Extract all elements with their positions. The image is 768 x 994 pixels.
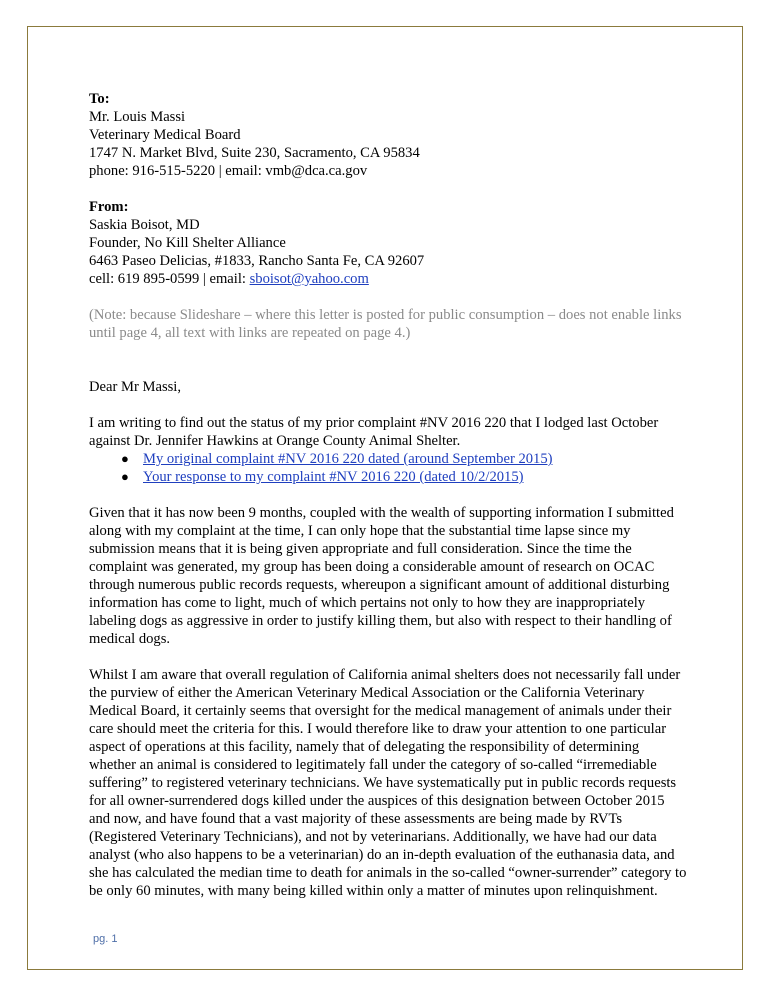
slideshare-note: (Note: because Slideshare – where this letter is posted for public consumption – does not enable links until page 4, all text with links are repeated on page 4.) bbox=[89, 307, 682, 341]
from-contact bbox=[89, 270, 689, 288]
from-block bbox=[89, 198, 689, 288]
from-contact-prefix: cell: 619 895-0599 | email: bbox=[89, 271, 250, 287]
from-name: Saskia Boisot, MD bbox=[89, 217, 200, 233]
to-contact: phone: 916-515-5220 | email: vmb@dca.ca.gov bbox=[89, 163, 368, 179]
to-block bbox=[89, 90, 689, 180]
bullet-icon: ● bbox=[121, 451, 129, 466]
to-org: Veterinary Medical Board bbox=[89, 127, 241, 143]
paragraph-1: I am writing to find out the status of my prior complaint #NV 2016 220 that I lodged last October against Dr. Jennifer Hawkins at Orange County Animal Shelter. bbox=[89, 415, 659, 449]
to-address: 1747 N. Market Blvd, Suite 230, Sacramento, CA 95834 bbox=[89, 145, 420, 161]
original-complaint-link[interactable]: My original complaint #NV 2016 220 dated (around September 2015) bbox=[143, 451, 553, 467]
paragraph-2: Given that it has now been 9 months, coupled with the wealth of supporting information I submitted along with my complaint at the time, I can only hope that the substantial time lapse since my submission means that it is being given appropriate and full consideration. Since the time the complaint was generated, my group has been doing a considerable amount of research on OCAC through numerous public records requests, whereupon a significant amount of additional disturbing information has come to light, much of which pertains not only to how they are inappropriately labeling dogs as aggressive in order to justify killing them, but also with respect to their handling of medical dogs. bbox=[89, 505, 674, 647]
salutation: Dear Mr Massi, bbox=[89, 379, 182, 395]
to-name: Mr. Louis Massi bbox=[89, 109, 186, 125]
from-address: 6463 Paseo Delicias, #1833, Rancho Santa Fe, CA 92607 bbox=[89, 253, 425, 269]
paragraph-3: Whilst I am aware that overall regulation of California animal shelters does not necessarily fall under the purview of either the American Veterinary Medical Association or the California Veterinary Medical Board, it certainly seems that oversight for the medical management of animals under their care should meet the criteria for this. I would therefore like to draw your attention to one particular aspect of operations at this facility, namely that of delegating the responsibility of determining whether an animal is considered to legitimately fall under the category of so-called “irremediable suffering” to registered veterinary technicians. We have systematically put in public records requests for all owner-surrendered dogs killed under the auspices of this designation between October 2015 and now, and have found that a vast majority of these assessments are being made by RVTs (Registered Veterinary Technicians), and not by veterinarians. Additionally, we have had our data analyst (who also happens to be a veterinarian) do an in-depth evaluation of the euthanasia data, and she has calculated the median time to death for animals in the so-called “owner-surrender” category to be only 60 minutes, with many being killed within only a matter of minutes upon relinquishment. bbox=[89, 667, 687, 899]
letter-body bbox=[89, 90, 689, 900]
list-item bbox=[121, 450, 689, 468]
from-org: Founder, No Kill Shelter Alliance bbox=[89, 235, 286, 251]
complaint-links-list bbox=[89, 450, 689, 486]
from-label: From: bbox=[89, 199, 129, 215]
list-item bbox=[121, 468, 689, 486]
response-link[interactable]: Your response to my complaint #NV 2016 220 (dated 10/2/2015) bbox=[143, 469, 524, 485]
bullet-icon: ● bbox=[121, 469, 129, 484]
page-number: pg. 1 bbox=[93, 933, 118, 945]
email-link[interactable]: sboisot@yahoo.com bbox=[249, 271, 369, 287]
to-label: To: bbox=[89, 91, 110, 107]
